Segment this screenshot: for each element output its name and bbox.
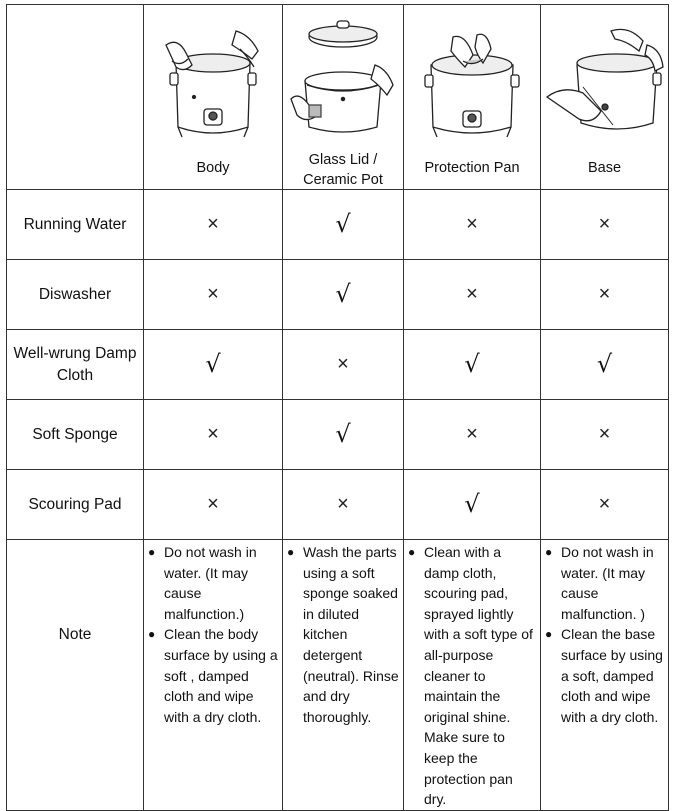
cross-mark: × bbox=[337, 353, 349, 375]
bullet-icon: ● bbox=[148, 627, 156, 642]
table-cell bbox=[404, 330, 541, 400]
cross-mark: × bbox=[207, 213, 219, 235]
check-mark: √ bbox=[335, 210, 351, 238]
table-cell bbox=[144, 260, 283, 330]
table-row bbox=[7, 190, 669, 260]
cross-mark: × bbox=[598, 493, 611, 515]
column-label-base: Base bbox=[587, 160, 622, 176]
base-illustration-icon bbox=[541, 15, 668, 147]
bullet-icon: ● bbox=[545, 545, 553, 559]
table-cell bbox=[283, 330, 404, 400]
check-mark: √ bbox=[335, 420, 351, 448]
check-mark: √ bbox=[464, 490, 480, 518]
note-text: Wash the parts using a soft sponge soaked in diluted kitchen detergent (neutral). Rinse and dry thoroughly. bbox=[303, 544, 399, 725]
protection-pan-illustration-icon bbox=[404, 15, 540, 147]
table-cell bbox=[283, 400, 404, 470]
note-item bbox=[144, 624, 280, 727]
slow-cooker-body-illustration-icon bbox=[144, 15, 282, 147]
note-item bbox=[404, 542, 538, 810]
table-cell bbox=[283, 190, 404, 260]
note-item bbox=[283, 542, 401, 727]
header-row bbox=[7, 5, 669, 190]
cross-mark: × bbox=[207, 493, 219, 515]
note-text: Do not wash in water. (It may cause malfunction. ) bbox=[561, 544, 654, 622]
cross-mark: × bbox=[466, 423, 478, 445]
table-cell bbox=[541, 470, 669, 540]
note-label: Note bbox=[58, 626, 92, 643]
cross-mark: × bbox=[207, 423, 219, 445]
table-cell bbox=[404, 190, 541, 260]
bullet-icon: ● bbox=[408, 545, 416, 559]
note-cell-glass-lid-ceramic-pot bbox=[283, 540, 404, 811]
table-row bbox=[7, 400, 669, 470]
table-cell bbox=[541, 260, 669, 330]
check-mark: √ bbox=[205, 350, 221, 378]
table-row bbox=[7, 470, 669, 540]
bullet-icon: ● bbox=[148, 545, 156, 559]
column-label-glass-lid-ceramic-pot bbox=[283, 150, 403, 190]
column-label-line-2: Ceramic Pot bbox=[303, 172, 383, 188]
table-cell bbox=[144, 400, 283, 470]
check-mark: √ bbox=[596, 350, 613, 378]
check-mark: √ bbox=[464, 350, 480, 378]
table-cell bbox=[541, 400, 669, 470]
glass-lid-ceramic-pot-illustration-icon bbox=[283, 9, 403, 141]
row-label: Running Water bbox=[7, 190, 144, 260]
table-cell bbox=[144, 470, 283, 540]
corner-cell bbox=[7, 5, 144, 190]
note-text: Clean the body surface by using a soft , damped cloth and wipe with a dry cloth. bbox=[164, 626, 278, 725]
cross-mark: × bbox=[598, 423, 611, 445]
note-cell-body bbox=[144, 540, 283, 811]
cross-mark: × bbox=[466, 213, 478, 235]
note-cell-base bbox=[541, 540, 669, 811]
note-text: Clean with a damp cloth, scouring pad, sprayed lightly with a soft type of all-purpose cleaner to maintain the original shine. Make sure to keep the protection pan dry. bbox=[424, 544, 533, 808]
column-header-glass-lid-ceramic-pot bbox=[283, 5, 404, 190]
note-cell-protection-pan bbox=[404, 540, 541, 811]
note-item bbox=[541, 542, 666, 624]
table-cell bbox=[404, 260, 541, 330]
table-cell bbox=[404, 400, 541, 470]
column-label-protection-pan: Protection Pan bbox=[424, 160, 520, 176]
row-label: Scouring Pad bbox=[7, 470, 144, 540]
table-cell bbox=[541, 330, 669, 400]
table-row bbox=[7, 260, 669, 330]
cross-mark: × bbox=[337, 493, 349, 515]
note-text: Clean the base surface by using a soft, damped cloth and wipe with a dry cloth. bbox=[561, 626, 663, 725]
table-cell bbox=[541, 190, 669, 260]
column-header-body bbox=[144, 5, 283, 190]
cross-mark: × bbox=[598, 283, 611, 305]
cross-mark: × bbox=[207, 283, 219, 305]
note-row bbox=[7, 540, 669, 811]
row-label: Well-wrung Damp Cloth bbox=[7, 330, 144, 400]
table-row bbox=[7, 330, 669, 400]
cross-mark: × bbox=[466, 283, 478, 305]
care-table bbox=[6, 4, 669, 811]
cross-mark: × bbox=[598, 213, 611, 235]
column-header-protection-pan bbox=[404, 5, 541, 190]
row-label: Diswasher bbox=[7, 260, 144, 330]
table-cell bbox=[404, 470, 541, 540]
row-label: Soft Sponge bbox=[7, 400, 144, 470]
table-cell bbox=[144, 330, 283, 400]
table-cell bbox=[283, 260, 404, 330]
check-mark: √ bbox=[335, 280, 351, 308]
column-header-base bbox=[541, 5, 669, 190]
column-label-body: Body bbox=[196, 160, 230, 176]
note-item bbox=[541, 624, 666, 727]
table-cell bbox=[144, 190, 283, 260]
note-label-cell bbox=[7, 540, 144, 811]
table-cell bbox=[283, 470, 404, 540]
note-text: Do not wash in water. (It may cause malfunction.) bbox=[164, 544, 257, 622]
column-label-line-1: Glass Lid / bbox=[308, 152, 378, 168]
bullet-icon: ● bbox=[545, 627, 553, 642]
bullet-icon: ● bbox=[287, 545, 295, 559]
note-item bbox=[144, 542, 280, 624]
